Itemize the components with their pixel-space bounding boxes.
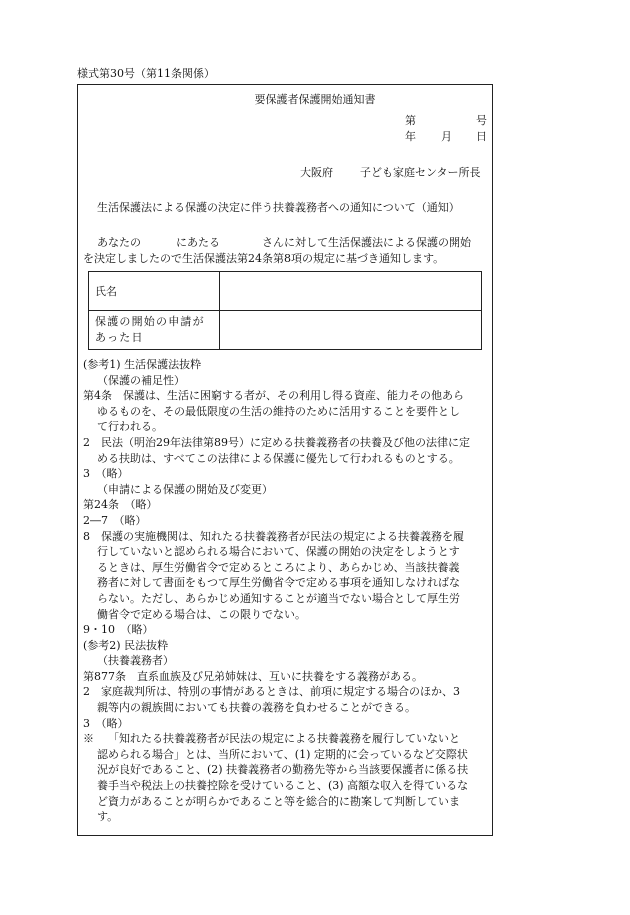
date-day: 日 [476, 130, 487, 143]
note-text-1: 「知れたる扶養義務者が民法の規定による扶養義務を履行していないと [108, 732, 460, 746]
art4-line-2: ゆるものを、その最低限度の生活の維持のために活用することを要件とし [97, 404, 460, 418]
reference-section [83, 357, 493, 825]
art4-3: 3 （略） [83, 467, 129, 481]
art24-8-line-1: 8 保護の実施機関は、知れたる扶養義務者が民法の規定による扶養義務を履 [83, 529, 464, 543]
art24-8-line-3: るときは、厚生労働省令で定めるところにより、あらかじめ、当該扶養義 [97, 560, 460, 574]
art877-2-line-2: 親等内の親族間においても扶養の義務を負わせることができる。 [97, 701, 416, 715]
name-label: 氏名 [89, 272, 220, 311]
notice-niataru: にあたる [176, 236, 220, 249]
note-line-2: 認められる場合」とは、当所において、(1) 定期的に会っているなど交際状 [97, 747, 468, 761]
date-year: 年 [405, 130, 416, 143]
note-line-6: す。 [97, 810, 119, 824]
ref2-sub-fuyo: （扶養義務者） [97, 654, 174, 668]
art24-8-line-2: 行していないと認められる場合において、保護の開始の決定をしようとす [97, 545, 460, 559]
application-date-label-1: 保護の開始の申請が [95, 315, 205, 328]
ref2-heading: (参考2) 民法抜粋 [83, 638, 169, 652]
note-line-4: 養手当や税法上の扶養控除を受けていること、(3) 高額な収入を得ているな [97, 779, 469, 793]
issuer-office: 子ども家庭センター所長 [360, 166, 481, 179]
notice-line2: を決定しましたので生活保護法第24条第8項の規定に基づき通知します。 [83, 252, 445, 265]
table-row-date [89, 311, 482, 350]
art4-line-1: 第4条 保護は、生活に困窮する者が、その利用し得る資産、能力その他あら [83, 389, 464, 403]
note-line-1 [83, 731, 493, 747]
issuer-pref: 大阪府 [300, 166, 333, 179]
notice-anata: あなたの [97, 236, 141, 249]
application-date-label [89, 311, 220, 350]
art24-9-10: 9・10 （略） [83, 623, 154, 637]
application-date-value-field[interactable] [220, 311, 482, 350]
document-title: 要保護者保護開始通知書 [254, 93, 376, 106]
art877-3: 3 （略） [83, 716, 129, 730]
notice-san: さんに対して生活保護法による保護の開始 [262, 236, 471, 249]
ref1-heading: (参考1) 生活保護法抜粋 [83, 358, 202, 371]
art4-line-3: て行われる。 [97, 420, 163, 434]
art4-2-line-2: める扶助は、すべてこの法律による保護に優先して行われるものとする。 [97, 451, 460, 465]
note-mark: ※ [83, 732, 94, 746]
date-month: 月 [441, 130, 452, 143]
art24-2-7: 2―7 （略） [83, 513, 147, 527]
art4-2-line-1: 2 民法（明治29年法律第89号）に定める扶養義務者の扶養及び他の法律に定 [83, 435, 470, 449]
ref1-sub-shinsei: （申請による保護の開始及び変更） [97, 482, 273, 496]
table-row-name [89, 272, 482, 311]
art24-8-line-4: 務者に対して書面をもつて厚生労働省令で定める事項を通知しなければな [97, 576, 460, 590]
recipient-info-table [88, 271, 482, 350]
ref1-sub-hosoku: （保護の補足性） [97, 373, 185, 387]
art877: 第877条 直系血族及び兄弟姉妹は、互いに扶養をする義務がある。 [83, 669, 423, 683]
note-line-3: 況が良好であること、(2) 扶養義務者の勤務先等から当該要保護者に係る扶 [97, 763, 469, 777]
art877-2-line-1: 2 家庭裁判所は、特別の事情があるときは、前項に規定する場合のほか、3 [83, 685, 460, 699]
application-date-label-2: あった日 [95, 331, 144, 344]
name-value-field[interactable] [220, 272, 482, 311]
art24-8-line-6: 働省令で定める場合は、この限りでない。 [97, 607, 306, 621]
form-number-label: 様式第30号（第11条関係） [77, 67, 215, 80]
number-go: 号 [476, 114, 487, 127]
number-dai: 第 [405, 114, 416, 127]
art24: 第24条 （略） [83, 498, 158, 512]
art24-8-line-5: らない。ただし、あらかじめ通知することが適当でない場合として厚生労 [97, 591, 460, 605]
note-line-5: ど資力があることが明らかであること等を総合的に勘案して判断していま [97, 794, 460, 808]
subject-line: 生活保護法による保護の決定に伴う扶養義務者への通知について（通知） [97, 201, 460, 214]
